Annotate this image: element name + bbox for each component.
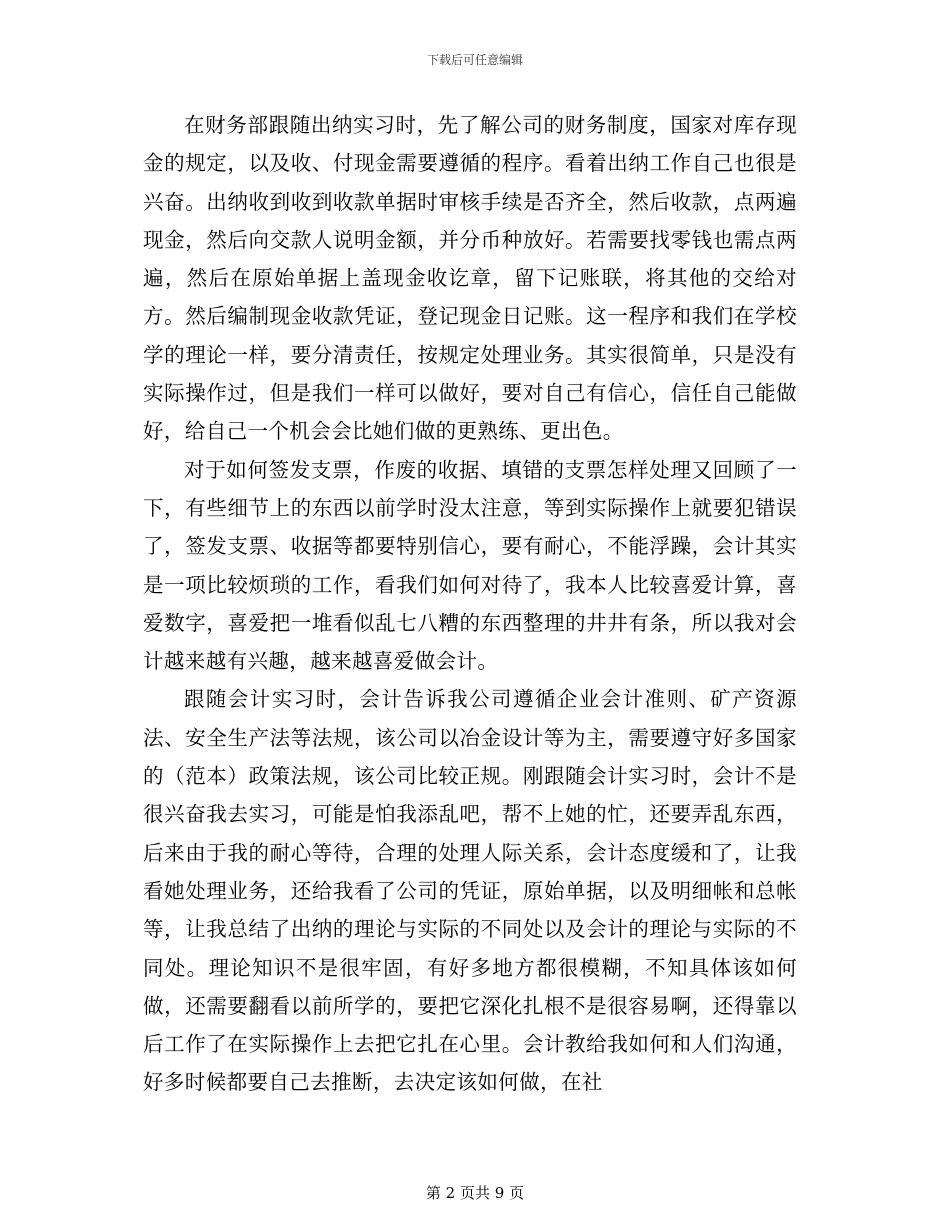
paragraph-check-issuing: 对于如何签发支票，作废的收据、填错的支票怎样处理又回顾了一下，有些细节上的东西以前学时没太注意，等到实际操作上就要犯错误了，签发支票、收据等都要特别信心，要有耐心，不能浮躁，会计其实是一项比较烦琐的工作，看我们如何对待了，我本人比较喜爱计算，喜爱数字，喜爱把一堆看似乱七八糟的东西整理的井井有条，所以我对会计越来越有兴趣，越来越喜爱做会计。 (143, 457, 797, 674)
paragraph-accounting-internship: 跟随会计实习时，会计告诉我公司遵循企业会计准则、矿产资源法、安全生产法等法规，该公司以冶金设计等为主，需要遵守好多国家的（范本）政策法规，该公司比较正规。刚跟随会计实习时，会计不是很兴奋我去实习，可能是怕我添乱吧，帮不上她的忙，还要弄乱东西，后来由于我的耐心等待，合理的处理人际关系，会计态度缓和了，让我看她处理业务，还给我看了公司的凭证，原始单据，以及明细帐和总帐等，让我总结了出纳的理论与实际的不同处以及会计的理论与实际的不同处。理论知识不是很牢固，有好多地方都很模糊，不知具体该如何做，还需要翻看以前所学的，要把它深化扎根不是很容易啊，还得靠以后工作了在实际操作上去把它扎在心里。会计教给我如何和人们沟通，好多时候都要自己去推断，去决定该如何做，在社 (143, 687, 797, 1095)
page-footer: 第 2 页共 9 页 (425, 1184, 525, 1202)
document-body (143, 106, 797, 1102)
paragraph-cashier-internship: 在财务部跟随出纳实习时，先了解公司的财务制度，国家对库存现金的规定，以及收、付现金需要遵循的程序。看着出纳工作自己也很是兴奋。出纳收到收到收款单据时审核手续是否齐全，然后收款，点两遍现金，然后向交款人说明金额，并分币种放好。若需要找零钱也需点两遍，然后在原始单据上盖现金收讫章，留下记账联，将其他的交给对方。然后编制现金收款凭证，登记现金日记账。这一程序和我们在学校学的理论一样，要分清责任，按规定处理业务。其实很简单，只是没有实际操作过，但是我们一样可以做好，要对自己有信心，信任自己能做好，给自己一个机会会比她们做的更熟练、更出色。 (143, 113, 797, 444)
page-header: 下载后可任意编辑 (426, 53, 523, 67)
